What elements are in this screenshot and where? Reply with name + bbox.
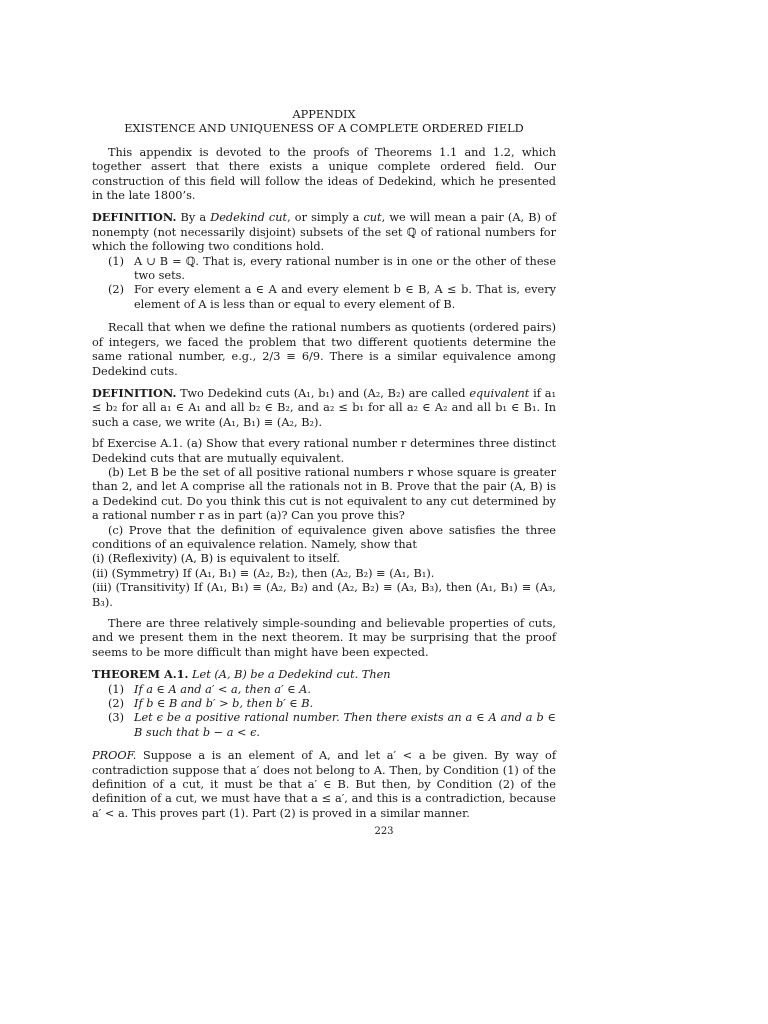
exercise-part-b: (b) Let B be the set of all positive rational numbers r whose square is greater than 2, and let A comprise all the rationals not in B. Prove that the pair (A, B) is a Dedekind cut. Do you think this cut is not equivalent to any cut determined by a rational number r as in part (a)? Can you prove this?	[92, 465, 556, 523]
theorem-item-number: (2)	[108, 697, 125, 711]
exercise-reflexivity: (i) (Reflexivity) (A, B) is equivalent to itself.	[92, 552, 340, 566]
appendix-heading: APPENDIX	[292, 108, 356, 121]
proof-text: Suppose a is an element of A, and let a′ < a be given. By way of contradiction suppose that a′ does not belong to A. Then, by Condition (1) of the definition of a cut, it must be that a′ ∈ B. But then, by Condition (2) of the definition of a cut, we must have that a ≤ a′, and this is a contradiction, because a′ < a. This proves part (1). Part (2) is proved in a similar manner.	[92, 749, 556, 820]
condition-text: A ∪ B = ℚ. That is, every rational number is in one or the other of these two sets.	[134, 254, 556, 283]
condition-number: (1)	[108, 254, 125, 268]
intro-paragraph: This appendix is devoted to the proofs of Theorems 1.1 and 1.2, which together assert that there exists a unique complete ordered field. Our construction of this field will follow the ideas of Dedekind, which he presented in the late 1800’s.	[92, 145, 556, 203]
definition-label: DEFINITION.	[92, 385, 177, 400]
properties-paragraph: There are three relatively simple-sounding and believable properties of cuts, and we present them in the next theorem. It may be surprising that the proof seems to be more difficult than might have been expected.	[92, 617, 556, 659]
exercise-part-a: bf Exercise A.1. (a) Show that every rational number r determines three distinct Dedekind cuts that are mutually equivalent.	[92, 437, 556, 465]
theorem-item	[92, 683, 556, 697]
condition-item	[92, 283, 556, 312]
definition-text: if a₁ ≤ b₂ for all a₁ ∈ A₁ and all b₂ ∈ B₂, and a₂ ≤ b₁ for all a₂ ∈ A₂ and all b₁ ∈ B₁. In such a case, we write (A₁, B₁) ≡ (A₂, B₂).	[92, 386, 556, 429]
term-dedekind-cut: Dedekind cut	[210, 211, 288, 225]
proof-label: PROOF.	[92, 749, 137, 763]
condition-number: (2)	[108, 283, 125, 297]
exercise-symmetry: (ii) (Symmetry) If (A₁, B₁) ≡ (A₂, B₂), then (A₂, B₂) ≡ (A₁, B₁).	[92, 566, 435, 580]
term-cut: cut	[363, 211, 382, 225]
theorem-label: THEOREM A.1.	[92, 667, 189, 682]
theorem-item-text: Let ϵ be a positive rational number. Then there exists an a ∈ A and a b ∈ B such that b − a < ϵ.	[134, 711, 556, 739]
definition-text: By a	[176, 211, 211, 225]
proof-paragraph	[92, 749, 556, 821]
page-number: 223	[374, 826, 394, 837]
term-equivalent: equivalent	[469, 386, 530, 400]
theorem-statement: Let (A, B) be a Dedekind cut. Then	[188, 668, 391, 682]
definition-text: Two Dedekind cuts (A₁, b₁) and (A₂, B₂) are called	[176, 386, 470, 400]
exercise-part-c: (c) Prove that the definition of equivalence given above satisfies the three conditions of an equivalence relation. Namely, show that	[92, 523, 556, 551]
definition-label: DEFINITION.	[92, 210, 177, 225]
definition-text: , or simply a	[287, 211, 364, 225]
condition-item	[92, 255, 556, 284]
exercise-transitivity: (iii) (Transitivity) If (A₁, B₁) ≡ (A₂, B₂) and (A₂, B₂) ≡ (A₃, B₃), then (A₁, B₁) ≡ (A₃, B₃).	[92, 581, 556, 609]
definition-dedekind-cut	[92, 210, 556, 254]
definition-text: , we will mean a pair (A, B) of nonempty (not necessarily disjoint) subsets of the set ℚ of rational numbers for which the following two conditions hold.	[92, 211, 557, 254]
theorem-item	[92, 711, 556, 740]
theorem-item-number: (1)	[108, 682, 125, 696]
definition-equivalent	[92, 386, 556, 430]
theorem-a1	[92, 667, 556, 682]
appendix-title: EXISTENCE AND UNIQUENESS OF A COMPLETE ORDERED FIELD	[124, 122, 524, 136]
condition-text: For every element a ∈ A and every element b ∈ B, A ≤ b. That is, every element of A is less than or equal to every element of B.	[134, 283, 556, 311]
theorem-item-text: If a ∈ A and a′ < a, then a′ ∈ A.	[134, 682, 311, 696]
recall-paragraph: Recall that when we define the rational numbers as quotients (ordered pairs) of integers, we faced the problem that two different quotients determine the same rational number, e.g., 2/3 ≡ 6/9. There is a similar equivalence among Dedekind cuts.	[92, 321, 556, 378]
theorem-item-number: (3)	[108, 711, 125, 725]
text-column	[92, 108, 556, 821]
theorem-item-text: If b ∈ B and b′ > b, then b′ ∈ B.	[134, 697, 314, 711]
theorem-item	[92, 697, 556, 711]
